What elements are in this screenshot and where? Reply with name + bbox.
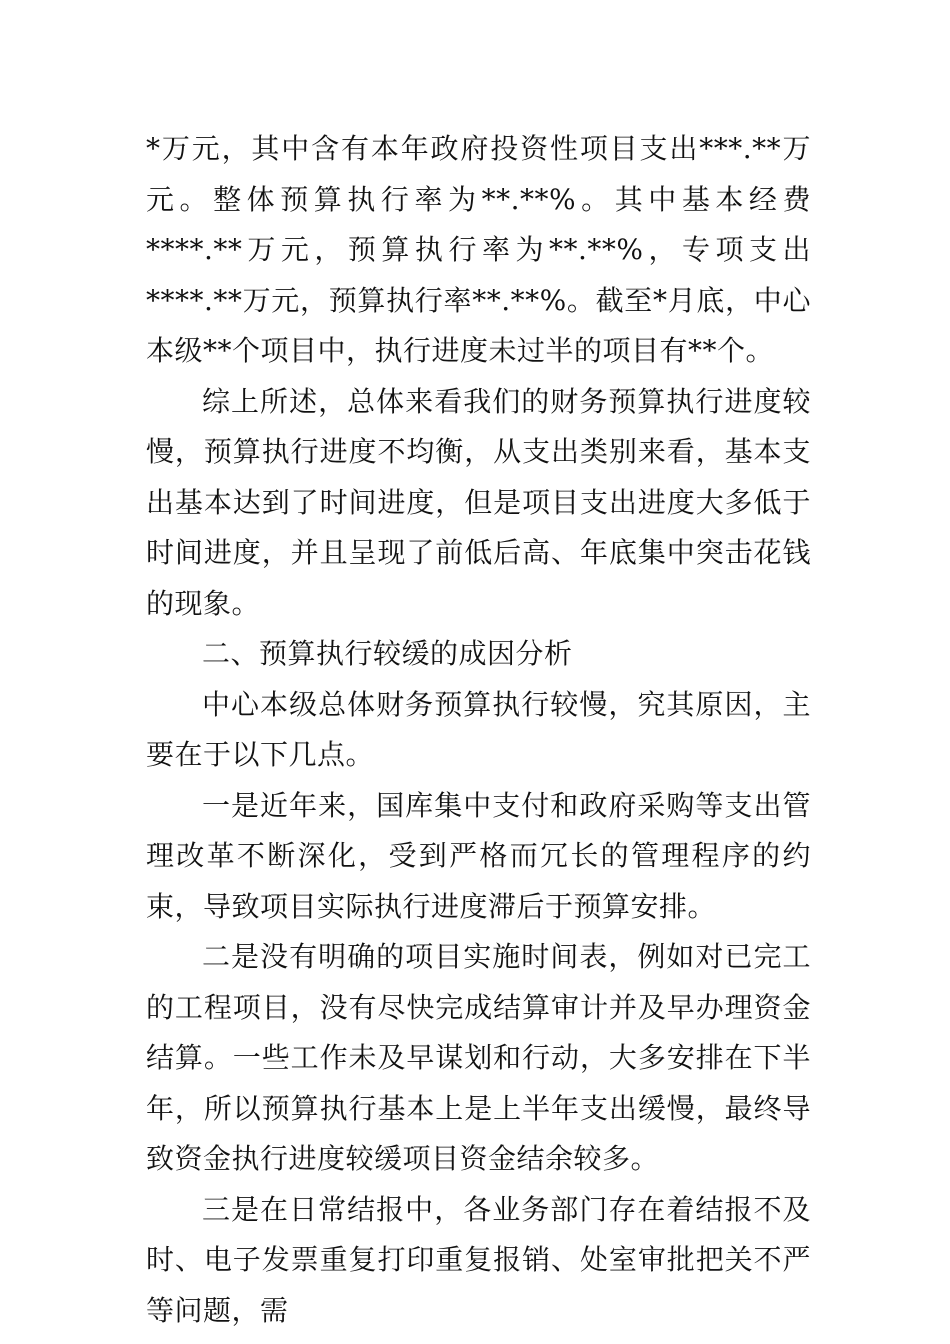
- paragraph-intro-reasons: 中心本级总体财务预算执行较慢，究其原因，主要在于以下几点。: [146, 687, 811, 771]
- paragraph-reason-three: 三是在日常结报中，各业务部门存在着结报不及时、电子发票重复打印重复报销、处室审批把关不严等问题，需: [146, 1192, 811, 1327]
- paragraph-summary: 综上所述，总体来看我们的财务预算执行进度较慢，预算执行进度不均衡，从支出类别来看，基本支出基本达到了时间进度，但是项目支出进度大多低于时间进度，并且呈现了前低后高、年底集中突击花钱的现象。: [146, 384, 811, 620]
- paragraph-budget-figures: *万元，其中含有本年政府投资性项目支出***.**万元。整体预算执行率为**.**%。其中基本经费****.**万元，预算执行率为**.**%，专项支出****.**万元，预算执行率**.**%。截至*月底，中心本级**个项目中，执行进度未过半的项目有**个。: [146, 132, 811, 367]
- document-body: [146, 124, 811, 1336]
- paragraph-reason-one: 一是近年来，国库集中支付和政府采购等支出管理改革不断深化，受到严格而冗长的管理程序的约束，导致项目实际执行进度滞后于预算安排。: [146, 788, 811, 923]
- section-heading: 二、预算执行较缓的成因分析: [202, 637, 573, 670]
- paragraph-reason-two: 二是没有明确的项目实施时间表，例如对已完工的工程项目，没有尽快完成结算审计并及早办理资金结算。一些工作未及早谋划和行动，大多安排在下半年，所以预算执行基本上是上半年支出缓慢，最终导致资金执行进度较缓项目资金结余较多。: [146, 940, 811, 1175]
